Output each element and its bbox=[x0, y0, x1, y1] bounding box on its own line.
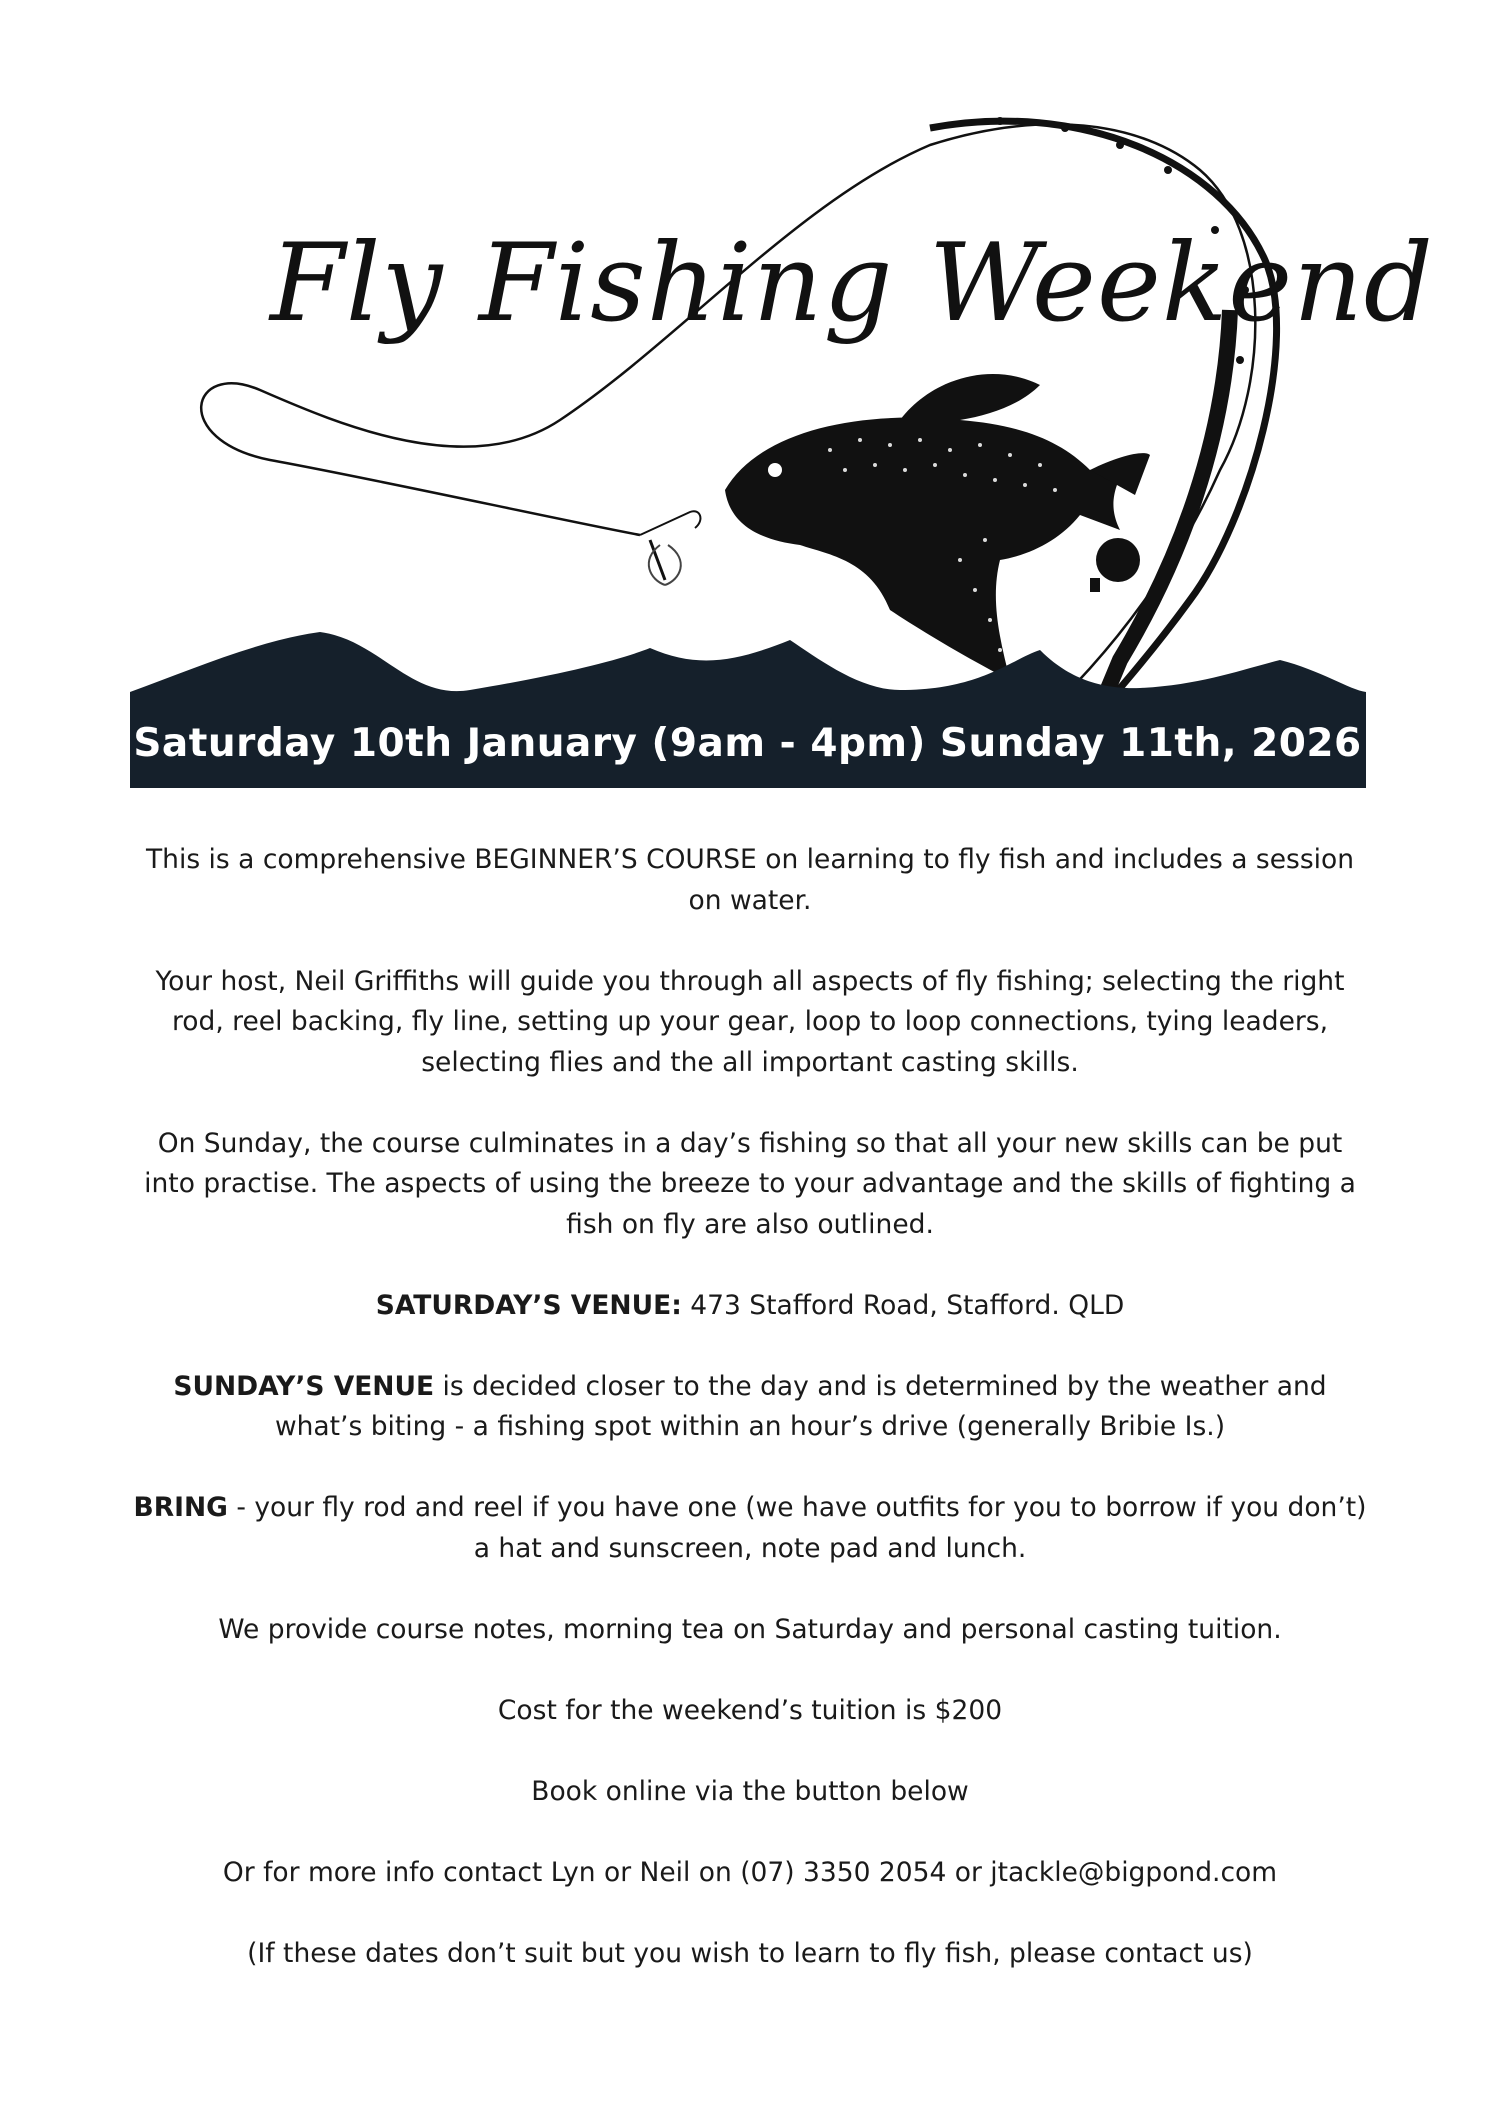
bring-text: - your fly rod and reel if you have one (we have outfits for you to borrow if you don’t) a hat and sunscreen, note pad and lunch. bbox=[227, 1492, 1367, 1564]
bring-paragraph bbox=[130, 1488, 1370, 1569]
host-paragraph: Your host, Neil Griffiths will guide you through all aspects of fly fishing; selecting the right rod, reel backing, fly line, setting up your gear, loop to loop connections, tying leaders, selecting flies and the all important casting skills. bbox=[155, 965, 1345, 1078]
hero-illustration bbox=[0, 0, 1500, 800]
event-title: Fly Fishing Weekend bbox=[270, 221, 1434, 346]
cost-paragraph: Cost for the weekend’s tuition is $200 bbox=[497, 1694, 1003, 1726]
sunday-venue-label: SUNDAY’S VENUE bbox=[173, 1370, 435, 1402]
bring-label: BRING bbox=[133, 1492, 228, 1523]
sunday-info-paragraph: On Sunday, the course culminates in a day’s fishing so that all your new skills can be put into practise. The aspects of using the breeze to your advantage and the skills of fighting a fish on fly are also outlined. bbox=[144, 1127, 1356, 1240]
saturday-venue bbox=[130, 1286, 1370, 1327]
saturday-venue-label: SATURDAY’S VENUE: bbox=[375, 1289, 682, 1321]
intro-paragraph: This is a comprehensive BEGINNER’S COURSE on learning to fly fish and includes a session on water. bbox=[145, 844, 1355, 916]
event-description bbox=[130, 840, 1370, 2015]
saturday-venue-text: 473 Stafford Road, Stafford. QLD bbox=[681, 1289, 1125, 1321]
contact-paragraph: Or for more info contact Lyn or Neil on (07) 3350 2054 or jtackle@bigpond.com bbox=[222, 1856, 1278, 1888]
event-dates: Saturday 10th January (9am - 4pm) Sunday 11th, 2026 bbox=[133, 720, 1362, 766]
book-paragraph: Book online via the button below bbox=[531, 1775, 969, 1807]
sunday-venue-text: is decided closer to the day and is determined by the weather and what’s biting - a fishing spot within an hour’s drive (generally Bribie Is.) bbox=[274, 1370, 1327, 1442]
alternative-paragraph: (If these dates don’t suit but you wish to learn to fly fish, please contact us) bbox=[247, 1937, 1253, 1969]
fly-hook-icon bbox=[640, 511, 700, 585]
provide-paragraph: We provide course notes, morning tea on Saturday and personal casting tuition. bbox=[218, 1613, 1282, 1645]
sunday-venue bbox=[130, 1367, 1370, 1448]
fly-line-icon bbox=[201, 124, 1255, 700]
fishing-reel-icon bbox=[1090, 538, 1140, 592]
fish-icon bbox=[725, 374, 1150, 680]
hero-artwork bbox=[0, 0, 1500, 800]
